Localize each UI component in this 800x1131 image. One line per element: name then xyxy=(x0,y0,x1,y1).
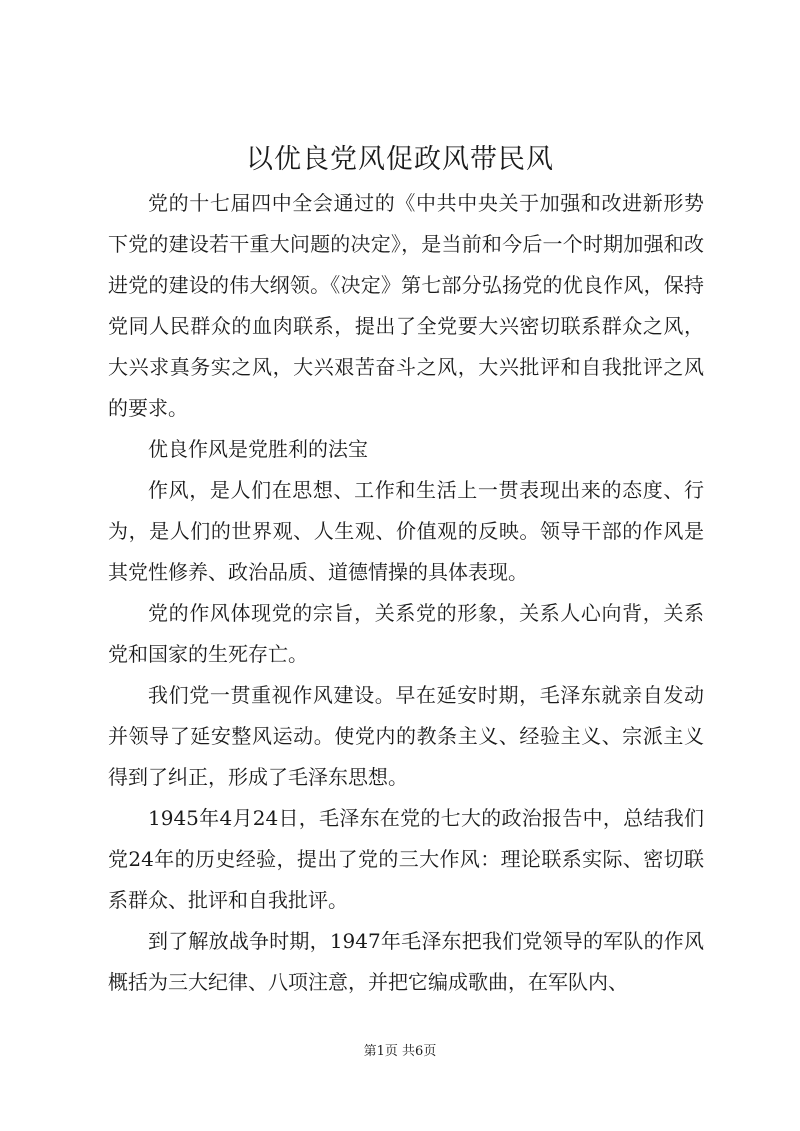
paragraph-intro: 党的十七届四中全会通过的《中共中央关于加强和改进新形势下党的建设若干重大问题的决定》，是当前和今后一个时期加强和改进党的建设的伟大纲领。《决定》第七部分弘扬党的优良作风，保持党同人民群众的血肉联系，提出了全党要大兴密切联系群众之风，大兴求真务实之风，大兴艰苦奋斗之风，大兴批评和自我批评之风的要求。 xyxy=(108,191,704,420)
document-body xyxy=(108,183,704,1003)
page-number-footer: 第1页 共6页 xyxy=(363,1044,437,1059)
paragraph-importance: 党的作风体现党的宗旨，关系党的形象，关系人心向背，关系党和国家的生死存亡。 xyxy=(108,601,704,666)
document-title: 以优良党风促政风带民风 xyxy=(246,144,554,175)
paragraph-liberation-war: 到了解放战争时期，1947年毛泽东把我们党领导的军队的作风概括为三大纪律、八项注意，并把它编成歌曲，在军队内、 xyxy=(108,929,704,994)
paragraph-seventh-congress: 1945年4月24日，毛泽东在党的七大的政治报告中，总结我们党24年的历史经验，提出了党的三大作风：理论联系实际、密切联系群众、批评和自我批评。 xyxy=(108,806,704,912)
section-heading: 优良作风是党胜利的法宝 xyxy=(148,437,368,461)
paragraph-yanan: 我们党一贯重视作风建设。早在延安时期，毛泽东就亲自发动并领导了延安整风运动。使党内的教条主义、经验主义、宗派主义得到了纠正，形成了毛泽东思想。 xyxy=(108,683,704,789)
paragraph-definition: 作风，是人们在思想、工作和生活上一贯表现出来的态度、行为，是人们的世界观、人生观、价值观的反映。领导干部的作风是其党性修养、政治品质、道德情操的具体表现。 xyxy=(108,478,704,584)
